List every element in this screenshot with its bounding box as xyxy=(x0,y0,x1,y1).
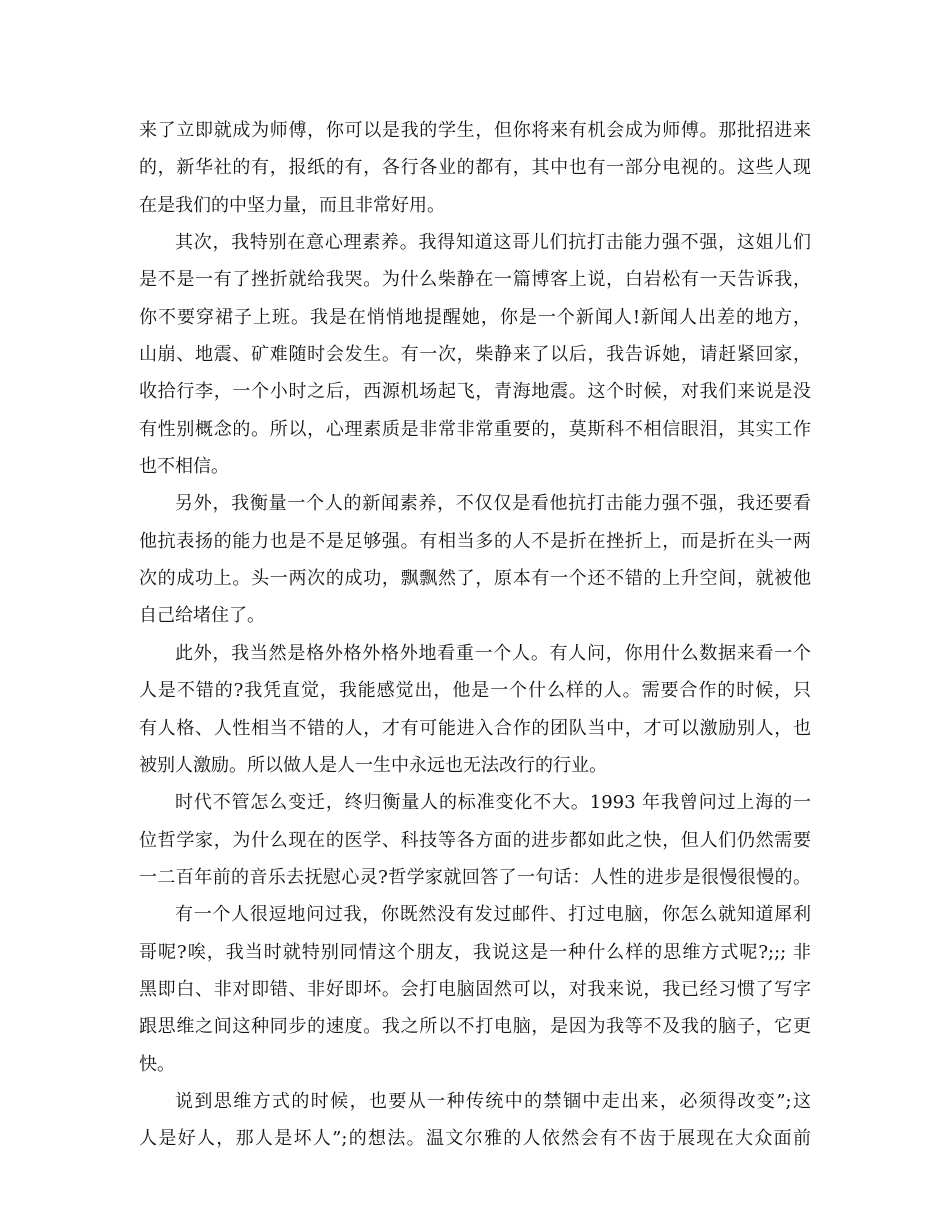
body-text xyxy=(139,112,811,1158)
text-line: 有性别概念的。所以，心理素质是非常非常重要的，莫斯科不相信眼泪，其实工作 xyxy=(139,418,811,440)
text-line: 人是不错的?我凭直觉，我能感觉出，他是一个什么样的人。需要合作的时候，只 xyxy=(139,680,811,702)
text-line: 次的成功上。头一两次的成功，飘飘然了，原本有一个还不错的上升空间，就被他 xyxy=(139,568,811,590)
text-line: 此外，我当然是格外格外格外地看重一个人。有人问，你用什么数据来看一个 xyxy=(175,642,811,664)
text-line: 哥呢?唉，我当时就特别同情这个朋友，我说这是一种什么样的思维方式呢?;;; 非 xyxy=(139,941,811,963)
text-line: 收拾行李，一个小时之后，西源机场起飞，青海地震。这个时候，对我们来说是没 xyxy=(139,381,811,403)
text-line: 说到思维方式的时候，也要从一种传统中的禁锢中走出来，必须得改变”;这 xyxy=(175,1090,811,1112)
text-line: 有一个人很逗地问过我，你既然没有发过邮件、打过电脑，你怎么就知道犀利 xyxy=(175,904,811,926)
text-line: 跟思维之间这种同步的速度。我之所以不打电脑，是因为我等不及我的脑子，它更 xyxy=(139,1016,811,1038)
text-line: 山崩、地震、矿难随时会发生。有一次，柴静来了以后，我告诉她，请赶紧回家， xyxy=(139,344,811,366)
text-line: 快。 xyxy=(139,1053,175,1075)
text-line: 是不是一有了挫折就给我哭。为什么柴静在一篇博客上说，白岩松有一天告诉我， xyxy=(139,269,811,291)
text-line: 被别人激励。所以做人是人一生中永远也无法改行的行业。 xyxy=(139,754,607,776)
text-line: 来了立即就成为师傅，你可以是我的学生，但你将来有机会成为师傅。那批招进来 xyxy=(139,120,811,141)
text-line: 黑即白、非对即错、非好即坏。会打电脑固然可以，对我来说，我已经习惯了写字 xyxy=(139,978,811,1000)
text-line: 人是好人，那人是坏人”;的想法。温文尔雅的人依然会有不齿于展现在大众面前 xyxy=(139,1128,811,1150)
text-line: 也不相信。 xyxy=(139,456,229,478)
text-line: 其次，我特别在意心理素养。我得知道这哥儿们抗打击能力强不强，这姐儿们 xyxy=(175,232,811,254)
text-line: 自己给堵住了。 xyxy=(139,605,265,627)
text-line: 在是我们的中坚力量，而且非常好用。 xyxy=(139,194,445,216)
text-line: 他抗表扬的能力也是不是足够强。有相当多的人不是折在挫折上，而是折在头一两 xyxy=(139,530,811,552)
text-line: 另外，我衡量一个人的新闻素养，不仅仅是看他抗打击能力强不强，我还要看 xyxy=(175,493,811,515)
text-line: 时代不管怎么变迁，终归衡量人的标准变化不大。1993 年我曾问过上海的一 xyxy=(175,792,811,814)
text-line: 的，新华社的有，报纸的有，各行各业的都有，其中也有一部分电视的。这些人现 xyxy=(139,157,811,179)
text-line: 有人格、人性相当不错的人，才有可能进入合作的团队当中，才可以激励别人，也 xyxy=(139,717,811,739)
text-line: 一二百年前的音乐去抚慰心灵?哲学家就回答了一句话：人性的进步是很慢很慢的。 xyxy=(139,866,811,888)
text-line: 你不要穿裙子上班。我是在悄悄地提醒她，你是一个新闻人!新闻人出差的地方， xyxy=(139,306,811,328)
text-line: 位哲学家，为什么现在的医学、科技等各方面的进步都如此之快，但人们仍然需要 xyxy=(139,829,811,851)
